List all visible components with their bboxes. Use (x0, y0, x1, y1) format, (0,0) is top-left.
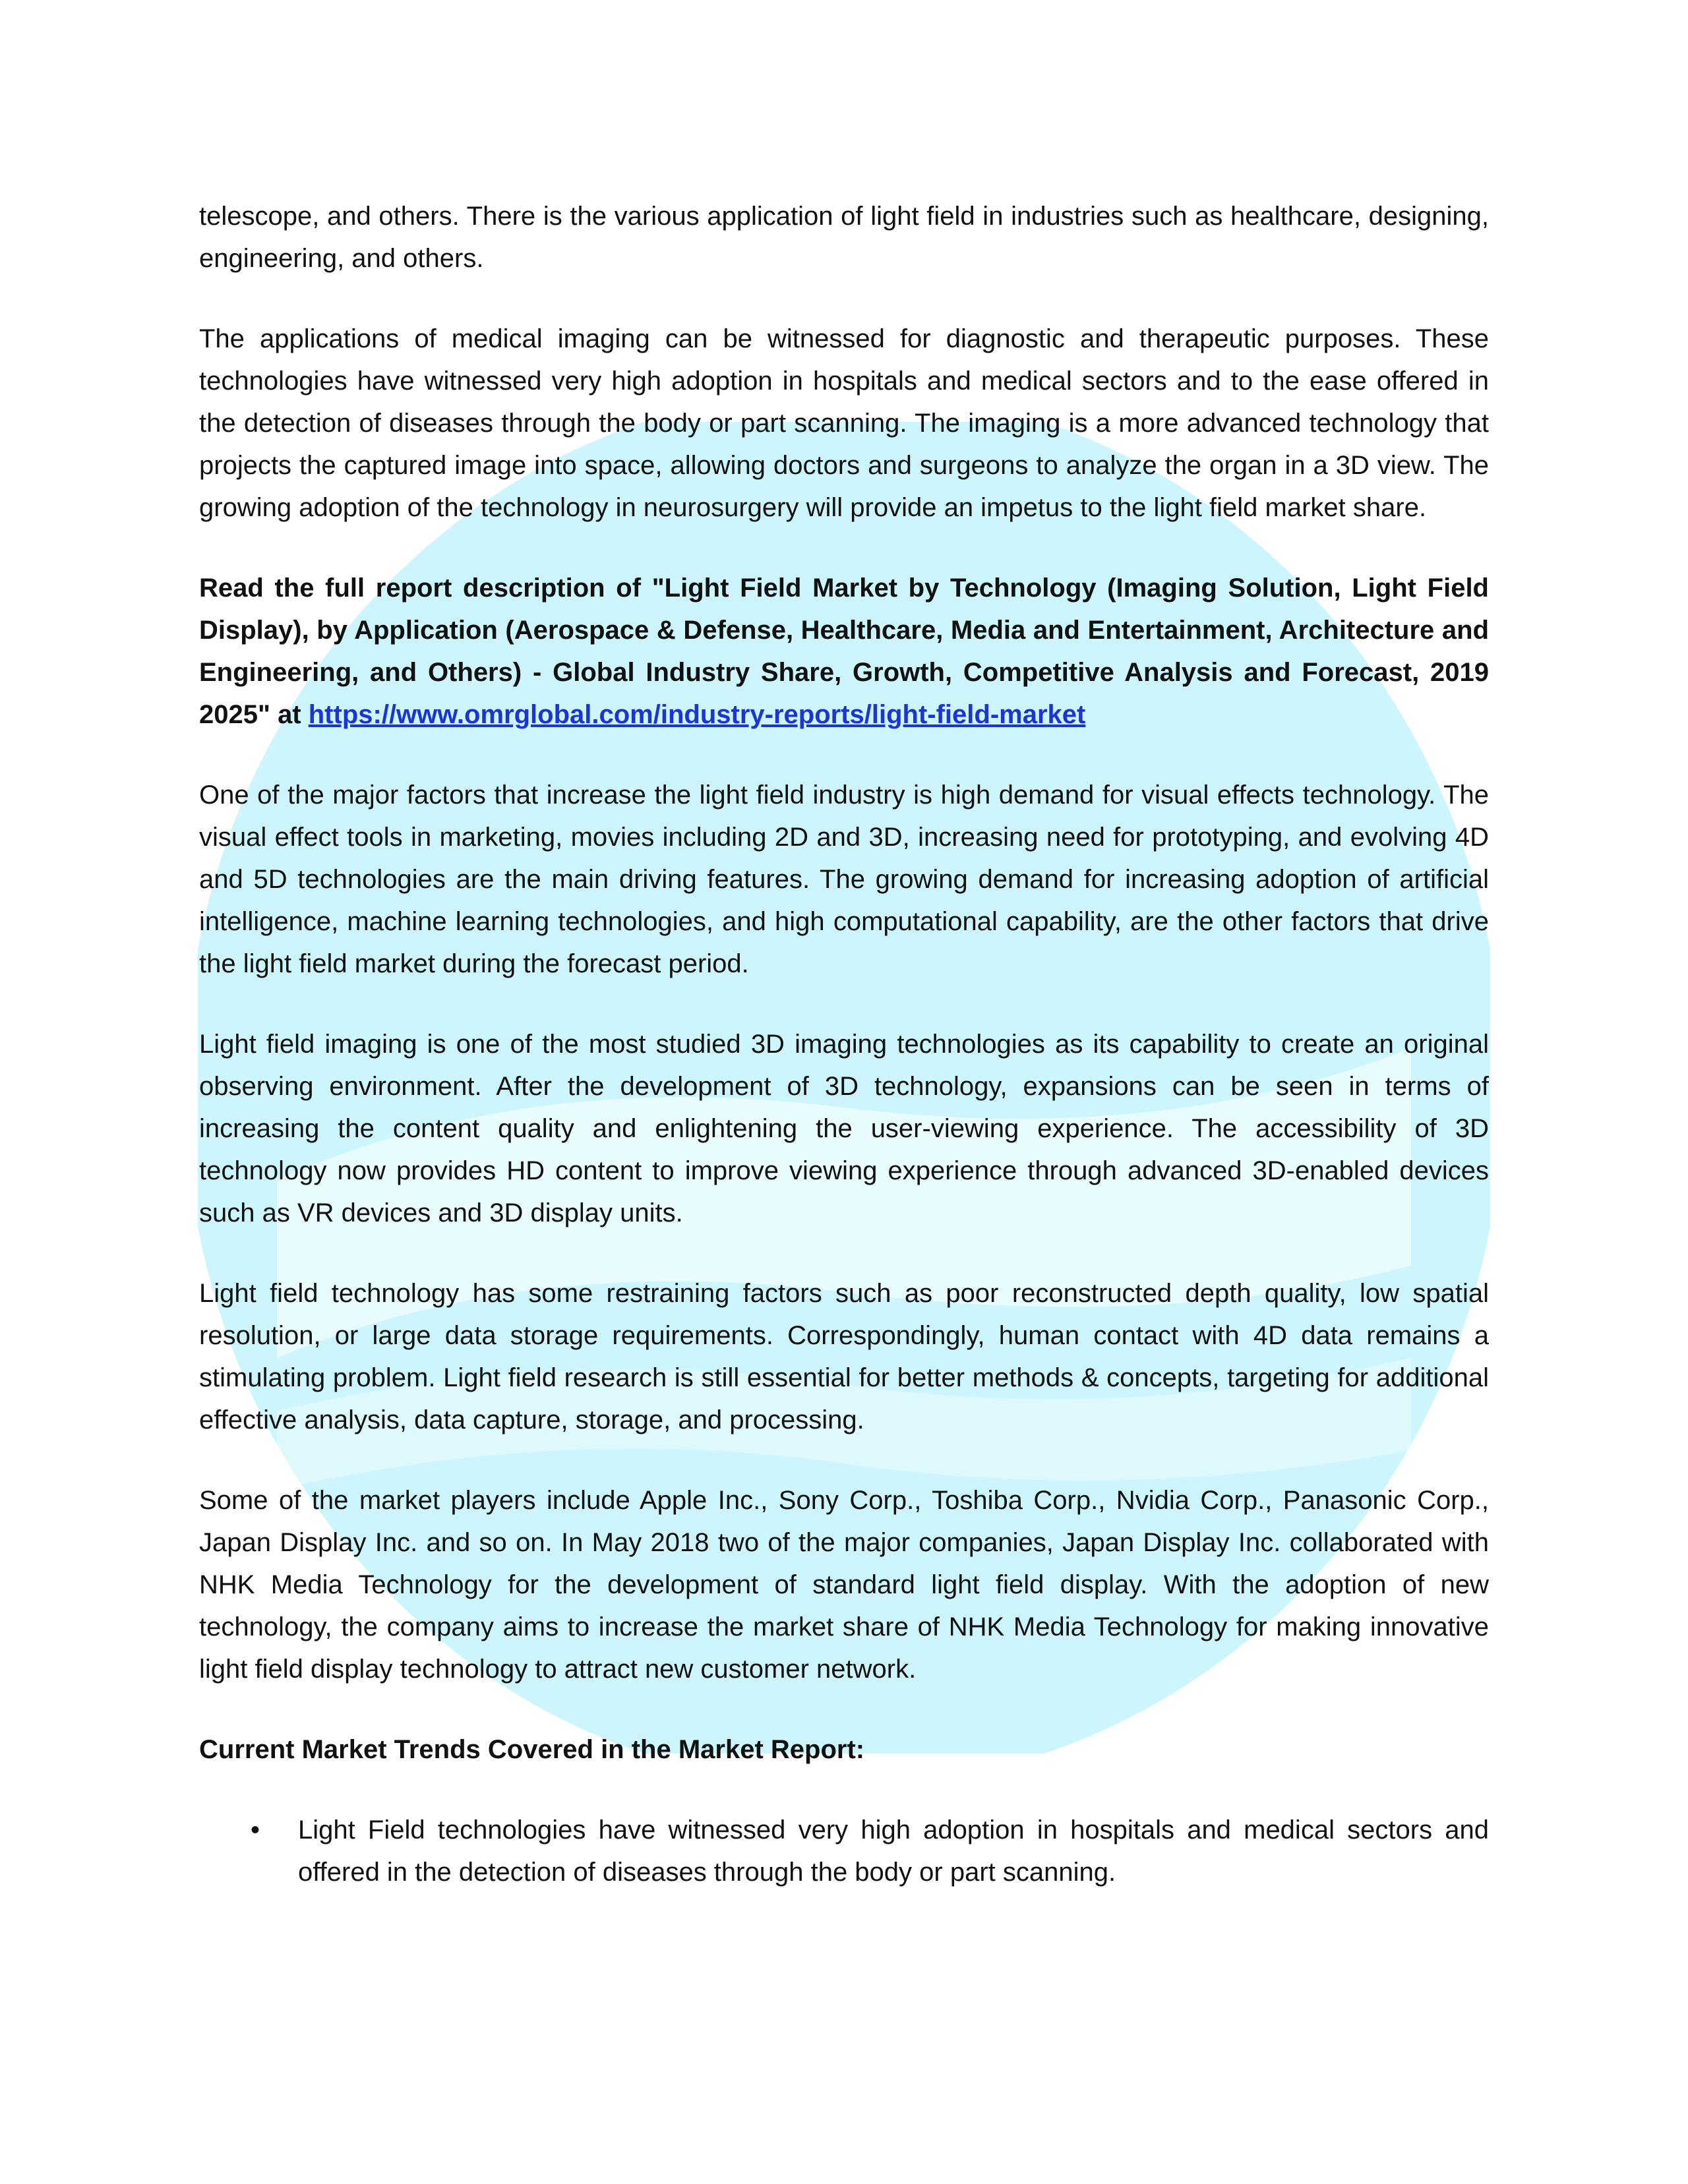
report-link[interactable]: https://www.omrglobal.com/industry-reports/light-field-market (308, 700, 1086, 729)
paragraph-market-factors: One of the major factors that increase the light field industry is high demand for visual effects technology. The visual effect tools in marketing, movies including 2D and 3D, increasing need for prototyping, and evolving 4D and 5D technologies are the main driving features. The growing demand for increasing adoption of artificial intelligence, machine learning technologies, and high computational capability, are the other factors that drive the light field market during the forecast period. (199, 781, 1489, 978)
trend-text: Light Field technologies have witnessed very high adoption in hospitals and medical sectors and offered in the detection of diseases through the body or part scanning. (298, 1815, 1489, 1887)
report-description-text: Read the full report description of "Light Field Market by Technology (Imaging Solution, Light Field Display), by Application (Aerospace & Defense, Healthcare, Media and Entertainment, Architecture and Engineering, and Others) - Global Industry Share, Growth, Competitive Analysis and Forecast, 2019 2025" at (199, 574, 1489, 729)
document-body (199, 195, 1489, 1893)
bullet-icon: • (251, 1815, 260, 1845)
list-item (199, 1809, 1489, 1893)
paragraph-medical-imaging: The applications of medical imaging can be witnessed for diagnostic and therapeutic purposes. These technologies have witnessed very high adoption in hospitals and medical sectors and to the ease offered in the detection of diseases through the body or part scanning. The imaging is a more advanced technology that projects the captured image into space, allowing doctors and surgeons to analyze the organ in a 3D view. The growing adoption of the technology in neurosurgery will provide an impetus to the light field market share. (199, 324, 1489, 522)
paragraph-light-field-applications: telescope, and others. There is the various application of light field in industries such as healthcare, designing, engineering, and others. (199, 202, 1489, 273)
paragraph-restraining-factors: Light field technology has some restraining factors such as poor reconstructed depth quality, low spatial resolution, or large data storage requirements. Correspondingly, human contact with 4D data remains a stimulating problem. Light field research is still essential for better methods & concepts, targeting for additional effective analysis, data capture, storage, and processing. (199, 1279, 1489, 1434)
trends-heading: Current Market Trends Covered in the Market Report: (199, 1735, 865, 1764)
paragraph-market-players: Some of the market players include Apple Inc., Sony Corp., Toshiba Corp., Nvidia Corp., Panasonic Corp., Japan Display Inc. and so on. In May 2018 two of the major companies, Japan Display Inc. collaborated with NHK Media Technology for the development of standard light field display. With the adoption of new technology, the company aims to increase the market share of NHK Media Technology for making innovative light field display technology to attract new customer network. (199, 1486, 1489, 1684)
paragraph-light-field-imaging: Light field imaging is one of the most studied 3D imaging technologies as its capability to create an original observing environment. After the development of 3D technology, expansions can be seen in terms of increasing the content quality and enlightening the user-viewing experience. The accessibility of 3D technology now provides HD content to improve viewing experience through advanced 3D-enabled devices such as VR devices and 3D display units. (199, 1030, 1489, 1227)
paragraph-report-description (199, 567, 1489, 736)
trends-list (199, 1809, 1489, 1893)
